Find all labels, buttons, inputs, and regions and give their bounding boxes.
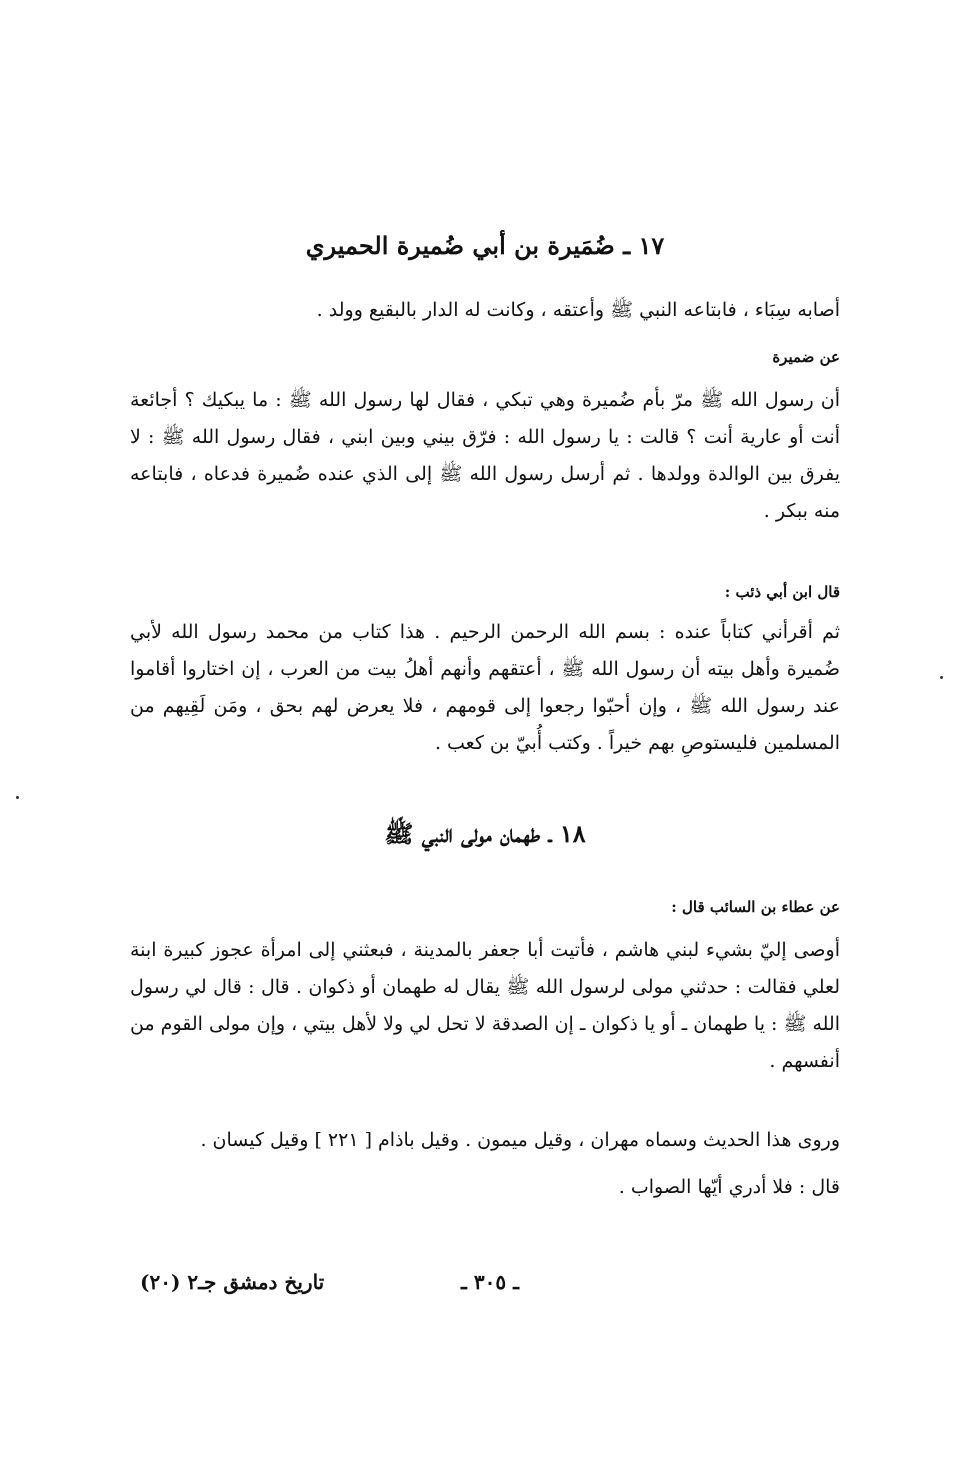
footer-book-title: تاريخ دمشق جـ٢ (٢٠)	[140, 1270, 325, 1294]
narration-3-label: عن عطاء بن السائب قال :	[671, 898, 840, 916]
section-18-heading: ١٨ ـ طهمان مولى النبي ﷺ	[384, 819, 586, 848]
note-line-2: قال : فلا أدري أيّها الصواب .	[618, 1176, 840, 1198]
scan-speck	[940, 676, 943, 679]
narration-3-text: أوصى إليّ بشيء لبني هاشم ، فأتيت أبا جعفر بالمدينة ، فبعثني إلى امرأة عجوز كبيرة ابنة لعلي فقالت : حدثني مولى لرسول الله ﷺ يقال له طهمان أو ذكوان . قال : قال لي رسول الله ﷺ : يا طهمان ـ أو يا ذكوان ـ إن الصدقة لا تحل لي ولا لأهل بيتي ، وإن مولى القوم من أنفسهم .	[130, 939, 840, 1072]
note-line-1: وروى هذا الحديث وسماه مهران ، وقيل ميمون . وقيل باذام [ ٢٢١ ] وقيل كيسان .	[200, 1129, 840, 1151]
narration-2-text: ثم أقرأني كتاباً عنده : بسم الله الرحمن الرحيم . هذا كتاب من محمد رسول الله لأبي ضُميرة وأهل بيته أن رسول الله ﷺ ، أعتقهم وأنهم أهلُ بيت من العرب ، إن اختاروا أقاموا عند رسول الله ﷺ ، وإن أحبّوا رجعوا إلى قومهم ، فلا يعرض لهم بحق ، ومَن لَقِيهم من المسلمين فليستوصِ بهم خيراً . وكتب أُبيّ بن كعب .	[130, 621, 840, 754]
narration-1-label: عن ضميرة	[772, 348, 840, 366]
footer-page-number: ـ ٣٠٥ ـ	[461, 1270, 519, 1294]
scan-speck	[16, 796, 19, 799]
section-17-heading: ١٧ ـ ضُمَيرة بن أبي ضُميرة الحميري	[305, 231, 665, 260]
section-17-intro: أصابه سِبَاء ، فابتاعه النبي ﷺ وأعتقه ، وكانت له الدار بالبقيع وولد .	[316, 299, 840, 321]
narration-2-label: قال ابن أبي ذئب :	[724, 583, 840, 601]
narration-1-text: أن رسول الله ﷺ مرّ بأم ضُميرة وهي تبكي ، فقال لها رسول الله ﷺ : ما يبكيك ؟ أجائعة أنت أو عارية أنت ؟ قالت : يا رسول الله : فرّق بيني وبين ابني ، فقال رسول الله ﷺ : لا يفرق بين الوالدة وولدها . ثم أرسل رسول الله ﷺ إلى الذي عنده ضُميرة فدعاه ، فابتاعه منه ببكر .	[130, 389, 840, 522]
